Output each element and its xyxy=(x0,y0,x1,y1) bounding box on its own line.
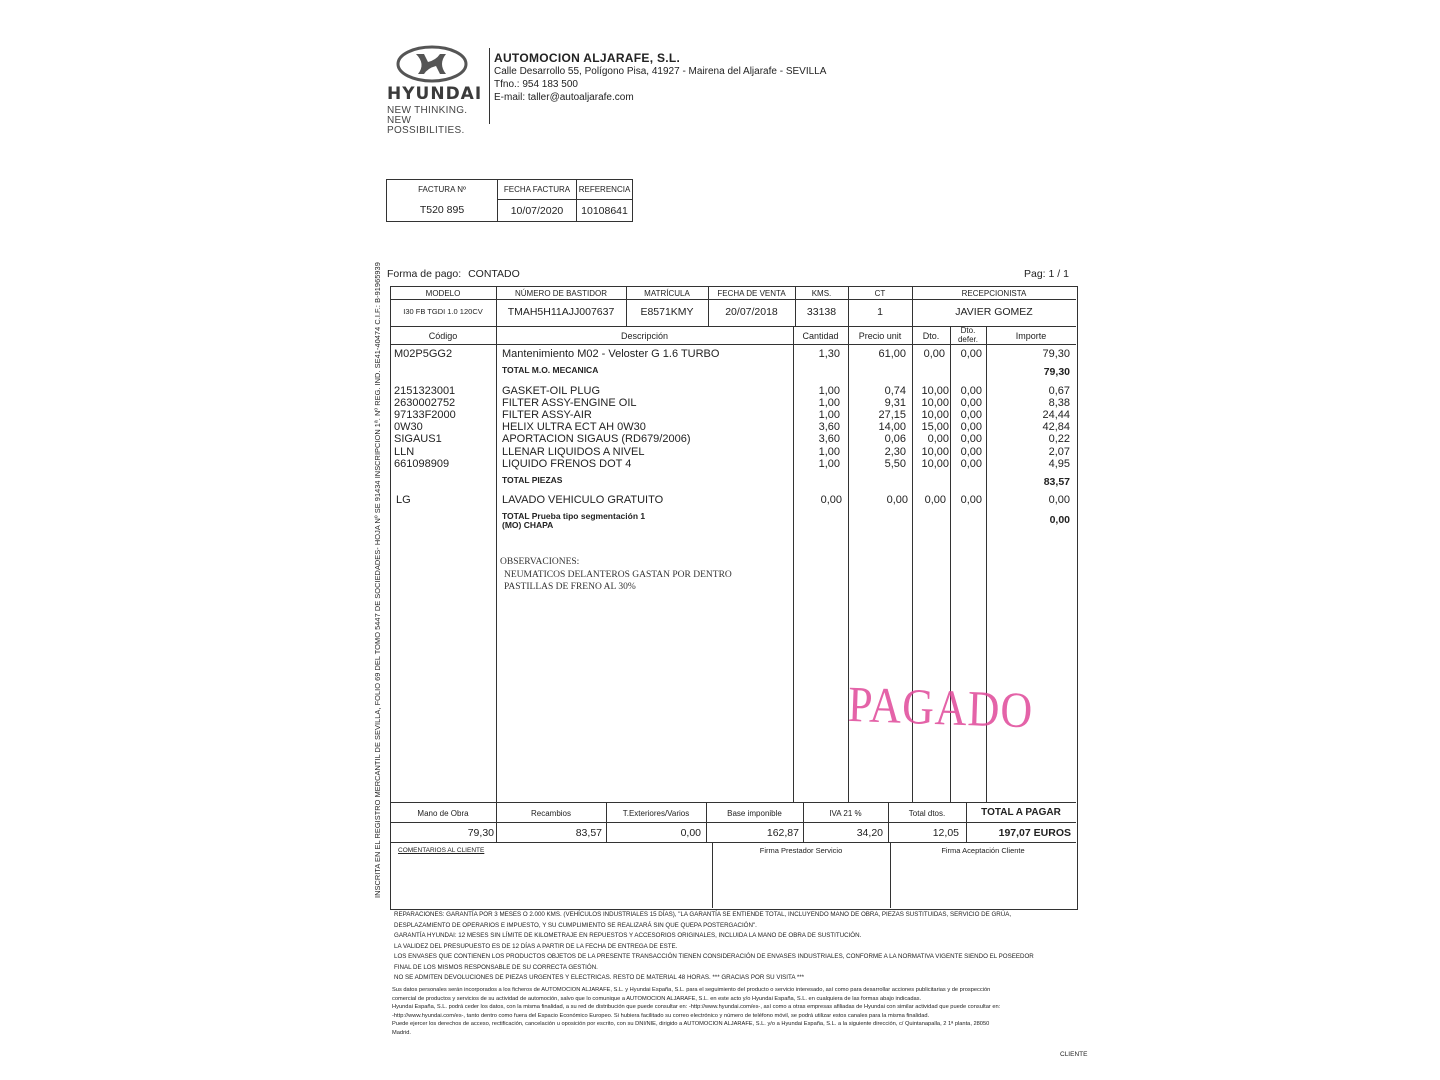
part-defer: 0,00 xyxy=(960,385,982,397)
part-row xyxy=(390,421,1076,433)
legal-line: FINAL DE LOS MISMOS RESPONSABLE DE SU CORRECTA GESTIÓN. xyxy=(394,963,598,971)
privacy-line: -http://www.hyundai.com/es-, tanto dentro como fuera del Espacio Económico Europeo. Si hubiera facilitado su correo electrónico y número de teléfono móvil, se podrá utilizar estos canales para la misma finalidad. xyxy=(392,1012,930,1019)
extra-price: 0,00 xyxy=(886,494,908,506)
total-pagar-value: 197,07 EUROS xyxy=(998,827,1071,839)
total-chapa-label xyxy=(502,512,645,530)
extra-dto: 0,00 xyxy=(924,494,946,506)
part-row xyxy=(390,433,1076,445)
referencia: 10108641 xyxy=(581,204,628,217)
legal-conditions xyxy=(394,910,1074,984)
matricula-value: E8571KMY xyxy=(640,306,694,318)
part-row xyxy=(390,385,1076,397)
part-dto: 10,00 xyxy=(921,385,949,397)
mano-obra-header: Mano de Obra xyxy=(417,809,469,818)
part-row xyxy=(390,397,1076,409)
factura-header: FACTURA Nº xyxy=(387,180,498,200)
labour-dto: 0,00 xyxy=(923,348,945,360)
observaciones-title: OBSERVACIONES: xyxy=(500,557,580,567)
iva-value: 34,20 xyxy=(856,827,883,839)
part-dto: 15,00 xyxy=(921,421,949,434)
total-chapa-label-1: TOTAL Prueba tipo segmentación 1 xyxy=(502,511,646,521)
part-code: LLN xyxy=(394,445,415,458)
part-price: 9,31 xyxy=(884,397,906,410)
base-imponible-header: Base imponible xyxy=(727,809,782,818)
dto-header: Dto. xyxy=(922,331,940,341)
labour-qty: 1,30 xyxy=(818,348,840,360)
legal-line: GARANTÍA HYUNDAI: 12 MESES SIN LÍMITE DE KILOMETRAJE EN REPUESTOS Y ACCESORIOS ORIGINALES, INCLUIDA LA MANO DE OBRA DE SUSTITUCIÓN. xyxy=(394,932,862,939)
part-code: 97133F2000 xyxy=(394,409,456,422)
page-number: Pag: 1 / 1 xyxy=(1024,268,1069,280)
legal-line: NO SE ADMITEN DEVOLUCIONES DE PIEZAS URGENTES Y ELECTRICAS. RESTO DE MATERIAL 48 HORAS. *** GRACIAS POR SU VISITA *** xyxy=(394,974,805,981)
part-row xyxy=(390,446,1076,458)
part-defer: 0,00 xyxy=(960,421,982,434)
observaciones xyxy=(500,556,732,593)
descripcion-header: Descripción xyxy=(620,331,669,341)
extra-row xyxy=(390,494,1076,506)
hyundai-emblem-icon xyxy=(396,44,468,84)
part-amount: 4,95 xyxy=(1048,457,1070,470)
part-code: 0W30 xyxy=(394,421,423,434)
referencia-header: REFERENCIA xyxy=(577,180,633,200)
total-dtos-header: Total dtos. xyxy=(908,809,946,818)
company-block xyxy=(494,52,826,104)
brand-tagline-2: NEW POSSIBILITIES. xyxy=(387,115,465,136)
part-amount: 0,67 xyxy=(1048,385,1070,397)
bastidor-header: NÚMERO DE BASTIDOR xyxy=(514,289,607,298)
matricula-header: MATRÍCULA xyxy=(644,289,690,298)
total-mo-label: TOTAL M.O. MECANICA xyxy=(502,365,599,375)
part-qty: 1,00 xyxy=(818,457,840,470)
factura-number: T520 895 xyxy=(387,200,498,222)
part-desc: APORTACION SIGAUS (RD679/2006) xyxy=(502,433,691,446)
part-price: 27,15 xyxy=(878,409,906,422)
recambios-header: Recambios xyxy=(530,809,571,818)
hyundai-logo xyxy=(386,44,486,136)
part-row xyxy=(390,409,1076,421)
part-price: 0,74 xyxy=(884,385,906,397)
legal-line: LA VALIDEZ DEL PRESUPUESTO ES DE 12 DÍAS A PARTIR DE LA FECHA DE ENTREGA DE ESTE. xyxy=(394,942,678,950)
total-mo-value: 79,30 xyxy=(1043,366,1070,378)
codigo-header: Código xyxy=(428,331,458,341)
extra-qty: 0,00 xyxy=(820,494,842,506)
importe-header: Importe xyxy=(1015,331,1047,341)
part-desc: GASKET-OIL PLUG xyxy=(502,385,601,397)
total-pagar-header: TOTAL A PAGAR xyxy=(981,807,1061,818)
part-defer: 0,00 xyxy=(960,397,982,410)
total-chapa-label-2: (MO) CHAPA xyxy=(502,520,554,530)
part-amount: 0,22 xyxy=(1048,433,1070,446)
exteriores-header: T.Exteriores/Varios xyxy=(622,809,690,818)
part-desc: FILTER ASSY-AIR xyxy=(502,409,592,422)
part-code: SIGAUS1 xyxy=(394,433,442,446)
part-code: 661098909 xyxy=(394,457,450,470)
part-dto: 10,00 xyxy=(921,397,949,410)
cantidad-header: Cantidad xyxy=(802,331,839,341)
kms-value: 33138 xyxy=(806,306,837,318)
part-defer: 0,00 xyxy=(960,445,982,458)
recepcionista-value: JAVIER GOMEZ xyxy=(955,306,1033,318)
part-amount: 42,84 xyxy=(1042,421,1070,434)
privacy-line: Hyundai España, S.L. podrá ceder los datos, con la misma finalidad, a su red de distribución que puede consultar en: -http://www.hyundai.com/es-, así como a otras empresas afiliadas de Hyundai con similar actividad que puede consultar en: xyxy=(392,1004,1001,1011)
ct-header: CT xyxy=(874,289,886,298)
company-email: E-mail: taller@autoaljarafe.com xyxy=(494,92,634,103)
part-defer: 0,00 xyxy=(960,457,982,470)
modelo-value: I30 FB TGDI 1.0 120CV xyxy=(403,307,483,316)
labour-amount: 79,30 xyxy=(1042,348,1070,360)
payment-value: CONTADO xyxy=(468,268,520,280)
firma-prestador: Firma Prestador Servicio xyxy=(759,846,843,855)
labour-price: 61,00 xyxy=(878,348,906,360)
recepcionista-header: RECEPCIONISTA xyxy=(961,289,1027,298)
kms-header: KMS. xyxy=(811,289,832,298)
part-price: 14,00 xyxy=(878,421,906,434)
observaciones-line-1: NEUMATICOS DELANTEROS GASTAN POR DENTRO xyxy=(504,570,732,580)
pagado-stamp: PAGADO xyxy=(847,676,1035,739)
ct-value: 1 xyxy=(877,306,883,318)
company-address: Calle Desarrollo 55, Polígono Pisa, 41927 - Mairena del Aljarafe - SEVILLA xyxy=(494,66,827,77)
fecha-factura: 10/07/2020 xyxy=(498,200,577,222)
exteriores-value: 0,00 xyxy=(680,827,701,839)
precio-header: Precio unit xyxy=(858,331,902,341)
base-imponible-value: 162,87 xyxy=(766,827,799,839)
company-phone: Tfno.: 954 183 500 xyxy=(494,79,578,90)
fecha-venta-value: 20/07/2018 xyxy=(725,306,778,318)
brand-name: HYUNDAI xyxy=(387,84,483,104)
mano-obra-value: 79,30 xyxy=(467,827,494,839)
part-defer: 0,00 xyxy=(960,409,982,422)
legal-line: DESPLAZAMIENTO DE OPERARIOS E IMPUESTO, Y SU CUMPLIMIENTO SE REALIZARÁ SIN QUE QUEPA POSTERGACIÓN". xyxy=(394,921,757,929)
part-qty: 3,60 xyxy=(818,433,840,446)
company-name: AUTOMOCION ALJARAFE, S.L. xyxy=(494,51,681,65)
copy-label: CLIENTE xyxy=(1060,1051,1088,1058)
privacy-line: Sus datos personales serán incorporados a los ficheros de AUTOMOCION ALJARAFE, S.L. y Hyundai España, S.L. para el seguimiento del producto o servicio interesado, así como para desarrollar acciones publicitarias y de prospección xyxy=(392,987,991,993)
part-dto: 0,00 xyxy=(927,433,949,446)
part-qty: 3,60 xyxy=(818,421,840,434)
legal-line: REPARACIONES: GARANTÍA POR 3 MESES O 2.000 KMS. (VEHÍCULOS INDUSTRIALES 15 DÍAS), "LA GARANTÍA SE ENTIENDE TOTAL, INCLUYENDO MANO DE OBRA, PIEZAS SUSTITUIDAS, SERVICIO DE GRÚA, xyxy=(394,911,1012,918)
firma-cliente: Firma Aceptación Cliente xyxy=(941,846,1025,855)
payment-method xyxy=(387,268,520,280)
extra-amount: 0,00 xyxy=(1048,494,1070,506)
labour-code: M02P5GG2 xyxy=(394,348,453,360)
part-code: 2630002752 xyxy=(394,397,456,410)
extra-code: LG xyxy=(396,494,411,506)
legal-line: LOS ENVASES QUE CONTIENEN LOS PRODUCTOS OBJETOS DE LA PRESENTE TRANSACCIÓN TIENEN CONSIDERACIÓN DE ENVASES INDUSTRIALES, CONFORME A LA NORMATIVA VIGENTE SIENDO EL POSEEDOR xyxy=(394,953,1034,960)
payment-label: Forma de pago: xyxy=(387,268,462,280)
total-piezas-value: 83,57 xyxy=(1043,476,1070,488)
fecha-factura-header: FECHA FACTURA xyxy=(498,180,577,200)
part-price: 5,50 xyxy=(884,457,906,470)
part-qty: 1,00 xyxy=(818,385,840,397)
extra-desc: LAVADO VEHICULO GRATUITO xyxy=(502,494,664,506)
part-qty: 1,00 xyxy=(818,397,840,410)
part-dto: 10,00 xyxy=(921,445,949,458)
comentarios-cliente: COMENTARIOS AL CLIENTE xyxy=(398,847,485,854)
part-qty: 1,00 xyxy=(818,409,840,422)
privacy-line: Puede ejercer los derechos de acceso, rectificación, cancelación u oposición por escrito, con su DNI/NIE, dirigido a AUTOMOCION ALJARAFE, S.L. y/o a Hyundai España, S.L. a la siguiente dirección, c/ Quintanapalla, 2 1ª planta, 28050 xyxy=(392,1021,990,1028)
invoice-id-box xyxy=(386,179,633,222)
modelo-header: MODELO xyxy=(425,289,461,298)
part-amount: 8,38 xyxy=(1048,397,1070,410)
header-divider xyxy=(489,48,490,124)
part-qty: 1,00 xyxy=(818,445,840,458)
labour-defer: 0,00 xyxy=(960,348,982,360)
part-desc: FILTER ASSY-ENGINE OIL xyxy=(502,397,637,410)
observaciones-line-2: PASTILLAS DE FRENO AL 30% xyxy=(504,582,636,592)
fecha-venta-header: FECHA DE VENTA xyxy=(717,289,786,298)
iva-header: IVA 21 % xyxy=(829,809,862,818)
part-defer: 0,00 xyxy=(960,433,982,446)
part-price: 0,06 xyxy=(884,433,906,446)
part-code: 2151323001 xyxy=(394,385,456,397)
total-chapa-value: 0,00 xyxy=(1049,514,1070,526)
part-amount: 2,07 xyxy=(1048,445,1070,458)
privacy-line: comercial de productos y servicios de su actividad de automoción, salvo que lo comunique a AUTOMOCION ALJARAFE, S.L. en este acto y/o Hyundai España, S.L. en cualquiera de las formas abajo indicadas. xyxy=(392,995,922,1002)
labour-desc: Mantenimiento M02 - Veloster G 1.6 TURBO xyxy=(502,348,720,360)
extra-defer: 0,00 xyxy=(960,494,982,506)
part-row xyxy=(390,458,1076,470)
labour-row xyxy=(390,348,1076,360)
registry-side-text: INSCRITA EN EL REGISTRO MERCANTIL DE SEVILLA, FOLIO 69 DEL TOMO 5447 DE SOCIEDADES- HOJA Nº SE 91434 INSCRIPCION 1ª. Nº REG. IND. SE41-40474 C.I.F.: B-91965939 xyxy=(373,262,382,898)
part-desc: LLENAR LIQUIDOS A NIVEL xyxy=(502,445,645,458)
total-piezas-label: TOTAL PIEZAS xyxy=(502,475,563,485)
dto-defer-header: Dto. defer. xyxy=(957,326,978,344)
brand-tagline-1: NEW THINKING. xyxy=(387,105,468,116)
total-dtos-value: 12,05 xyxy=(932,827,959,839)
bastidor-value: TMAH5H11AJJ007637 xyxy=(507,306,615,318)
privacy-line: Madrid. xyxy=(392,1029,411,1036)
part-desc: HELIX ULTRA ECT AH 0W30 xyxy=(502,421,646,434)
privacy-notice xyxy=(392,986,1082,1038)
recambios-value: 83,57 xyxy=(575,827,602,839)
part-price: 2,30 xyxy=(884,445,906,458)
part-desc: LIQUIDO FRENOS DOT 4 xyxy=(502,457,632,470)
part-amount: 24,44 xyxy=(1042,409,1070,422)
part-dto: 10,00 xyxy=(921,409,949,422)
part-dto: 10,00 xyxy=(921,457,949,470)
